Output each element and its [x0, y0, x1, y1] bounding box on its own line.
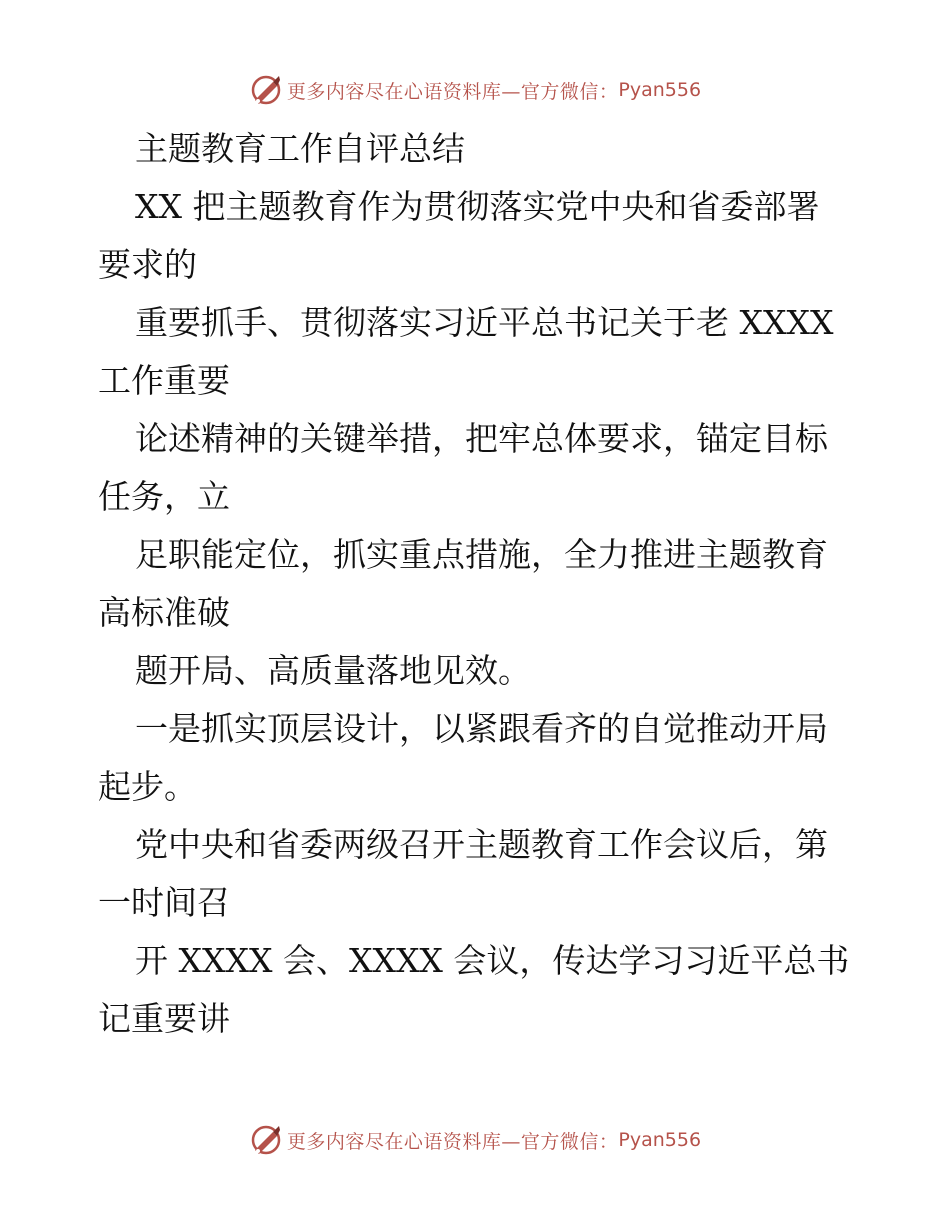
- document-title: 主题教育工作自评总结: [135, 129, 465, 168]
- text-line: 足职能定位，抓实重点措施，全力推进主题教育: [135, 535, 828, 574]
- watermark-id: Pyan556: [618, 1129, 702, 1151]
- watermark-text: 更多内容尽在心语资料库—官方微信：: [286, 1130, 619, 1153]
- watermark-id: Pyan556: [618, 79, 702, 101]
- header-watermark: [0, 70, 950, 110]
- text-line: 一时间召: [98, 883, 230, 922]
- watermark-text: 更多内容尽在心语资料库—官方微信：: [286, 80, 619, 103]
- text-line: 高标准破: [98, 593, 230, 632]
- pen-logo-icon: [249, 1123, 283, 1157]
- document-body: [98, 120, 858, 1048]
- text-line: 任务，立: [98, 477, 230, 516]
- text-line: 开 XXXX 会、XXXX 会议，传达学习习近平总书: [135, 941, 850, 980]
- text-line: 一是抓实顶层设计，以紧跟看齐的自觉推动开局: [135, 709, 828, 748]
- text-line: 题开局、高质量落地见效。: [135, 651, 531, 690]
- text-line: 党中央和省委两级召开主题教育工作会议后，第: [135, 825, 828, 864]
- text-line: 要求的: [98, 245, 197, 284]
- text-line: 重要抓手、贯彻落实习近平总书记关于老 XXXX: [135, 303, 834, 342]
- footer-watermark: [0, 1120, 950, 1160]
- text-line: XX 把主题教育作为贯彻落实党中央和省委部署: [135, 187, 820, 226]
- text-line: 工作重要: [98, 361, 230, 400]
- text-line: 论述精神的关键举措，把牢总体要求，锚定目标: [135, 419, 828, 458]
- pen-logo-icon: [249, 73, 283, 107]
- text-line: 记重要讲: [98, 999, 230, 1038]
- text-line: 起步。: [98, 767, 197, 806]
